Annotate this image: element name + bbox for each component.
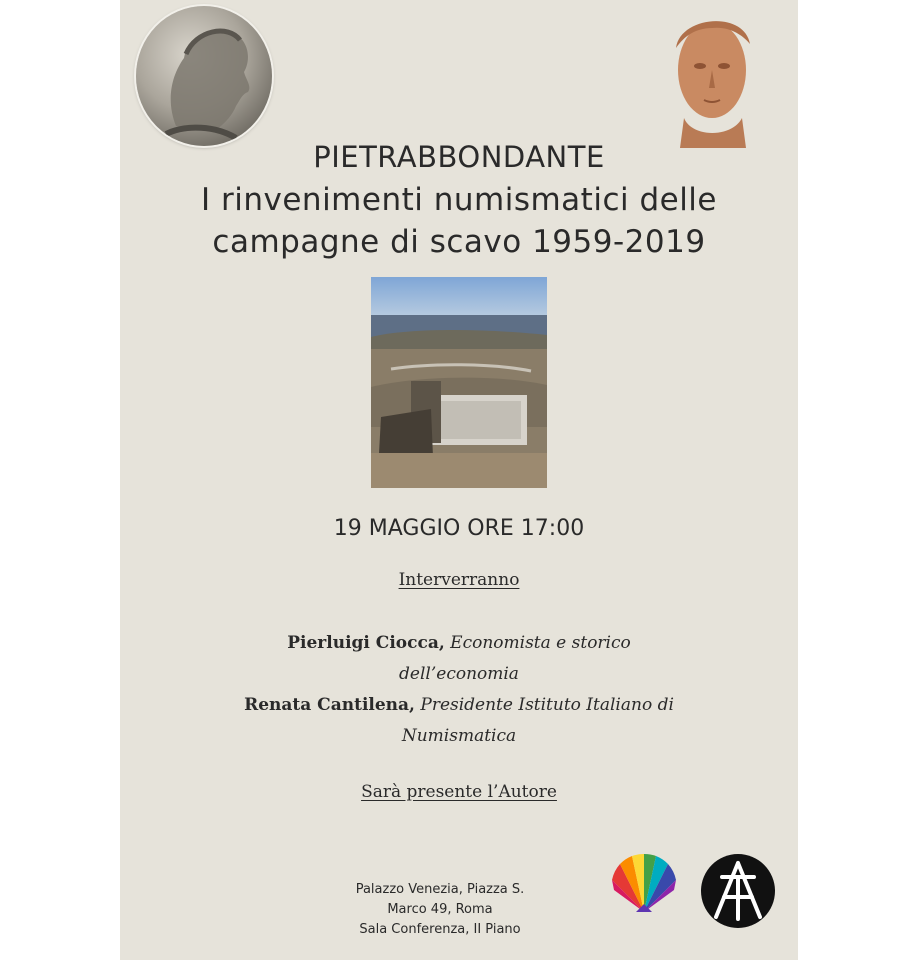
title-line-3: campagne di scavo 1959-2019 <box>212 224 706 260</box>
author-note: Sarà presente l’Autore <box>361 782 557 802</box>
speaker-2-role-continued <box>220 721 698 752</box>
venue-line-3: Sala Conferenza, II Piano <box>359 922 521 937</box>
speaker-1-name: Pierluigi Ciocca, <box>287 633 445 653</box>
speaker-2-name: Renata Cantilena, <box>244 695 415 715</box>
venue-line-1: Palazzo Venezia, Piazza S. <box>355 882 525 897</box>
archaeological-site-photo <box>371 277 547 488</box>
speaker-1-role-line-2: dell’economia <box>399 664 519 684</box>
title-line-1: PIETRABBONDANTE <box>313 140 605 174</box>
event-date: 19 MAGGIO ORE 17:00 <box>333 516 585 541</box>
speaker-2-role: Presidente Istituto Italiano di <box>420 695 674 715</box>
terracotta-head-image <box>662 8 762 148</box>
speaker-1-role-continued <box>220 659 698 690</box>
poster <box>120 0 798 960</box>
speaker-2-role-line-2: Numismatica <box>401 726 517 746</box>
venue-address <box>330 880 550 940</box>
speaker-1 <box>220 628 698 659</box>
association-monogram-logo <box>700 853 776 929</box>
speakers-list <box>220 628 698 752</box>
title-line-2: I rinvenimenti numismatici delle <box>201 182 717 218</box>
speakers-heading: Interverranno <box>398 570 520 590</box>
venue-line-2: Marco 49, Roma <box>387 902 493 917</box>
speaker-1-role: Economista e storico <box>450 633 631 653</box>
coin-portrait-image <box>136 6 272 146</box>
rainbow-shell-logo <box>606 850 682 932</box>
speaker-2 <box>220 690 698 721</box>
